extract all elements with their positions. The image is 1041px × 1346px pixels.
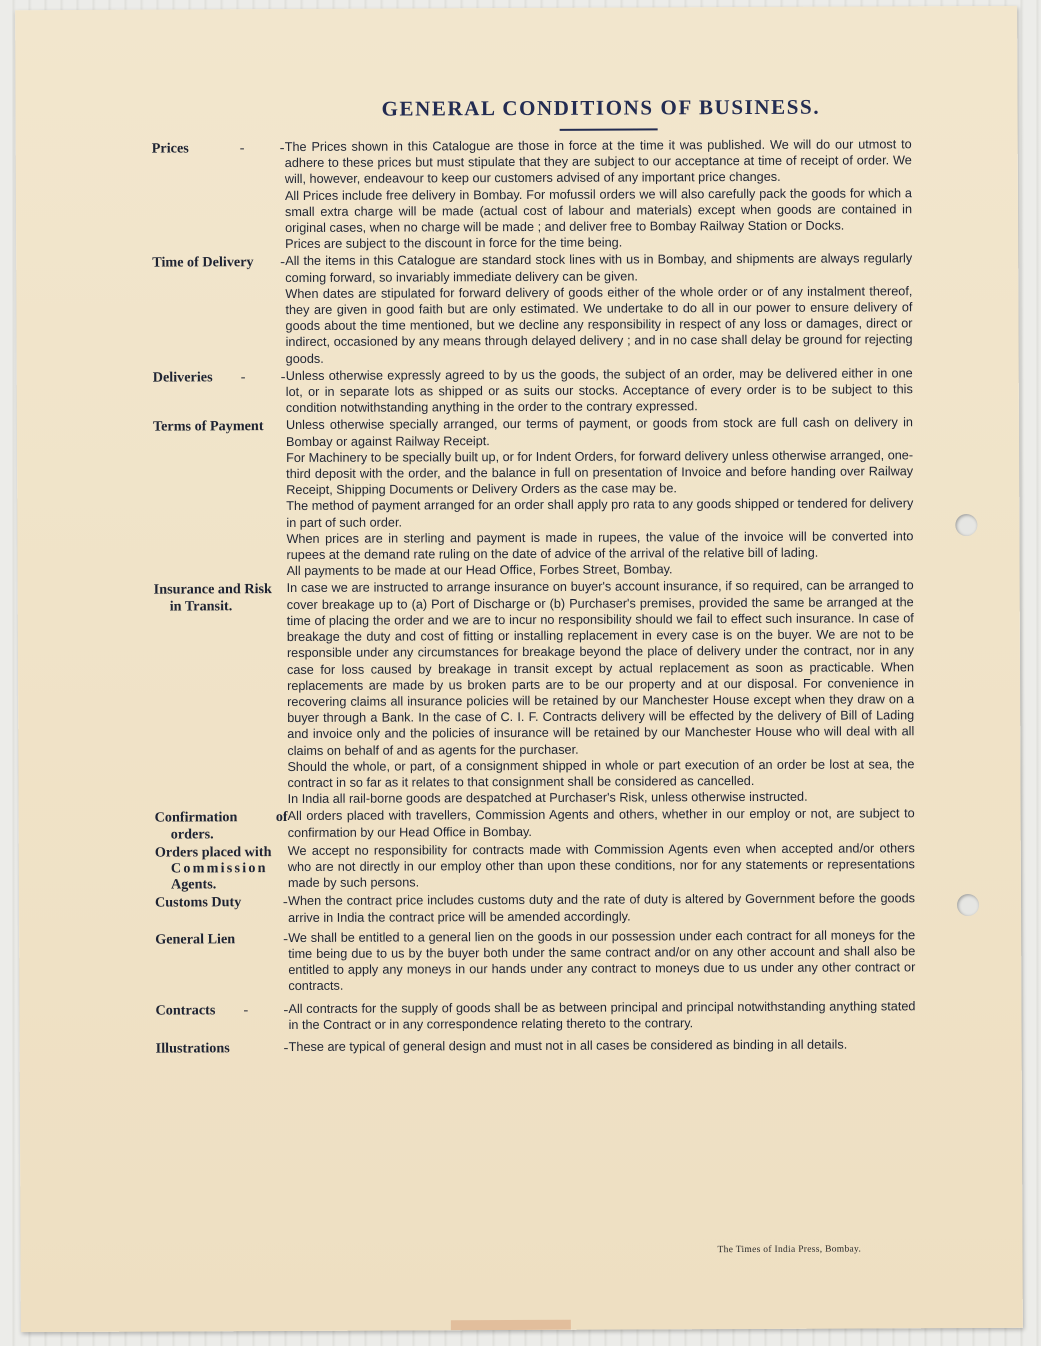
section-content [289,1036,916,1056]
paragraph: When the contract price includes customs duty and the rate of duty is altered by Government before the goods arrive in India the contract price will be amended accordingly. [287,891,916,925]
section-deliveries [153,365,913,417]
section-content [288,806,915,842]
section-heading: Confirmation of orders. [154,809,288,843]
section-content [285,251,912,367]
section-content [288,927,915,995]
paragraph: Unless otherwise expressly agreed to by us the goods, the subject of an order, may be delivered either in one lot, or in separate lots as shipped or as suits our stocks. Acceptance of every order is to be subject to this condition notwithstanding anything in the order to the contrary expressed. [285,366,913,416]
section-content [286,415,914,580]
section-illustrations [156,1036,916,1057]
section-prices [152,136,912,253]
document-page [15,6,1023,1332]
paragraph: We accept no responsibility for contracts made with Commission Agents even when accepted and/or others who are not directly in our employ other than upon these conditions, nor for any statements or representations made by such persons. [287,841,915,891]
section-content [286,365,913,416]
printer-imprint: The Times of India Press, Bombay. [717,1244,862,1256]
section-heading: Orders placed with Commission Agents. [154,843,272,893]
page-title: GENERAL CONDITIONS OF BUSINESS. [381,94,821,121]
paragraph: Should the whole, or part, of a consignment shipped in whole or part execution of an order be lost at sea, the contract in so far as it relates to that consignment shall be considered as cancelled. [287,756,915,790]
section-heading: General Lien - [155,930,288,948]
section-heading: Deliveries - - [152,368,286,386]
section-commission-agents [155,840,915,893]
section-contracts [155,998,915,1034]
section-heading: Insurance and Risk in Transit. [153,581,272,615]
paragraph: All payments to be made at our Head Office, Forbes Street, Bombay. [286,562,673,579]
section-content [287,578,915,808]
paragraph: All Prices include free delivery in Bombay. For mofussil orders we will also carefully pack the goods for which a small extra charge will be made (actual cost of labour and materials) except when goods are contained in original cases, when no charge will be made ; and deliver free to Bombay Railway Station or Docks. [284,185,913,236]
punch-hole-bottom [957,894,979,916]
punch-hole-top [955,514,977,536]
section-terms-of-payment [153,415,914,580]
section-content [288,998,915,1033]
section-heading: Customs Duty - [154,894,288,911]
section-customs-duty [155,891,915,927]
paragraph: In case we are instructed to arrange insurance on buyer's account insurance, if so required, can be arranged to cover breakage up to (a) Port of Discharge or (b) Purchaser's premises, provided the same be arranged at the time of placing the order and we are to incur no responsibility should we fail to effect such insurance. In case of breakage the duty and cost of fitting or installing replacement in every case is on the buyer. We are not to be responsible under any circumstances for breakage beyond the place of delivery under the contract, nor in any case for loss caused by breakage in transit except by actual replacement as soon as practicable. When replacements are made by us broken parts are to be our property and at our disposal. For convenience in recovering claims all insurance policies will be retained by our Manchester House except when they draw on a buyer through a Bank. In the case of C. I. F. Contracts delivery will be effected by the delivery of Bill of Lading and invoice only and the policies of insurance will be retained by our Manchester House who will deal with all claims on behalf of and as agents for the purchaser. [286,578,915,758]
paragraph: All the items in this Catalogue are standard stock lines with us in Bombay, and shipments are always regularly coming forward, so invariably immediate delivery can be given. [285,251,913,285]
section-general-lien [155,927,915,995]
section-heading: Prices - - [151,140,285,157]
paragraph: When dates are stipulated for forward delivery of goods either of the whole order or of any instalment thereof, they are given in good faith but are only estimated. We undertake to do all in our power to ensure delivery of goods about the time mentioned, but we decline any responsibility in respect of any loss or damages, direct or indirect, occasioned by any means through delayed delivery ; and in no case shall delay be ground for rejecting goods. [285,284,913,366]
title-underline [560,128,658,130]
paragraph: For Machinery to be specially built up, or for Indent Orders, for forward delivery unless otherwise arranged, one-third deposit with the order, and the balance in full on presentation of Invoice and before handing over Railway Receipt, Shipping Documents or Delivery Orders as the case may be. [286,448,914,498]
paragraph: When prices are in sterling and payment is made in rupees, the value of the invoice will be converted into rupees at the demand rate ruling on the date of advice of the arrival of the relative bill of lading. [286,529,914,563]
paragraph: These are typical of general design and must not in all cases be considered as binding in all details. [288,1037,848,1054]
section-heading: Terms of Payment [152,418,264,436]
section-content [285,136,912,252]
paragraph: The Prices shown in this Catalogue are those in force at the time it was published. We will do our utmost to adhere to these prices but must stipulate that they are subject to our acceptance at time of receipt of order. We will, however, endeavour to keep our customers advised of any important price changes. [284,137,912,187]
paragraph: Prices are subject to the discount in force for the time being. [285,235,623,252]
paragraph: The method of payment arranged for an order shall apply pro rata to any goods shipped or tendered for delivery in part of such order. [286,496,914,530]
section-confirmation-of-orders [155,806,915,843]
section-insurance-and-risk [154,578,915,808]
section-heading: Illustrations - [155,1039,289,1057]
conditions-body [152,136,916,1057]
section-time-of-delivery [152,251,912,368]
section-content [288,840,915,892]
paragraph: All contracts for the supply of goods shall be as between principal and principal notwithstanding anything stated in the Contract or in any correspondence relating thereto to the contrary. [288,998,916,1032]
paragraph: In India all rail-borne goods are despatched at Purchaser's Risk, unless otherwise instructed. [287,789,808,807]
edge-stain [451,1320,571,1331]
section-heading: Contracts - - [155,1001,289,1019]
section-heading: Time of Delivery - [152,254,285,272]
section-content [288,891,915,926]
paragraph: All orders placed with travellers, Commission Agents and others, whether in our employ or not, are subject to confirmation by our Head Office in Bombay. [287,806,915,840]
paragraph: We shall be entitled to a general lien on the goods in our possession under each contract for all moneys for the time being due to us by the buyer both under the same contract and/or on any other account and shall also be entitled to apply any moneys in our hands under any contract to moneys due to us under any other contract or contracts. [288,928,916,994]
paragraph: Unless otherwise specially arranged, our terms of payment, or goods from stock are full cash on delivery in Bombay or against Railway Receipt. [285,415,913,449]
